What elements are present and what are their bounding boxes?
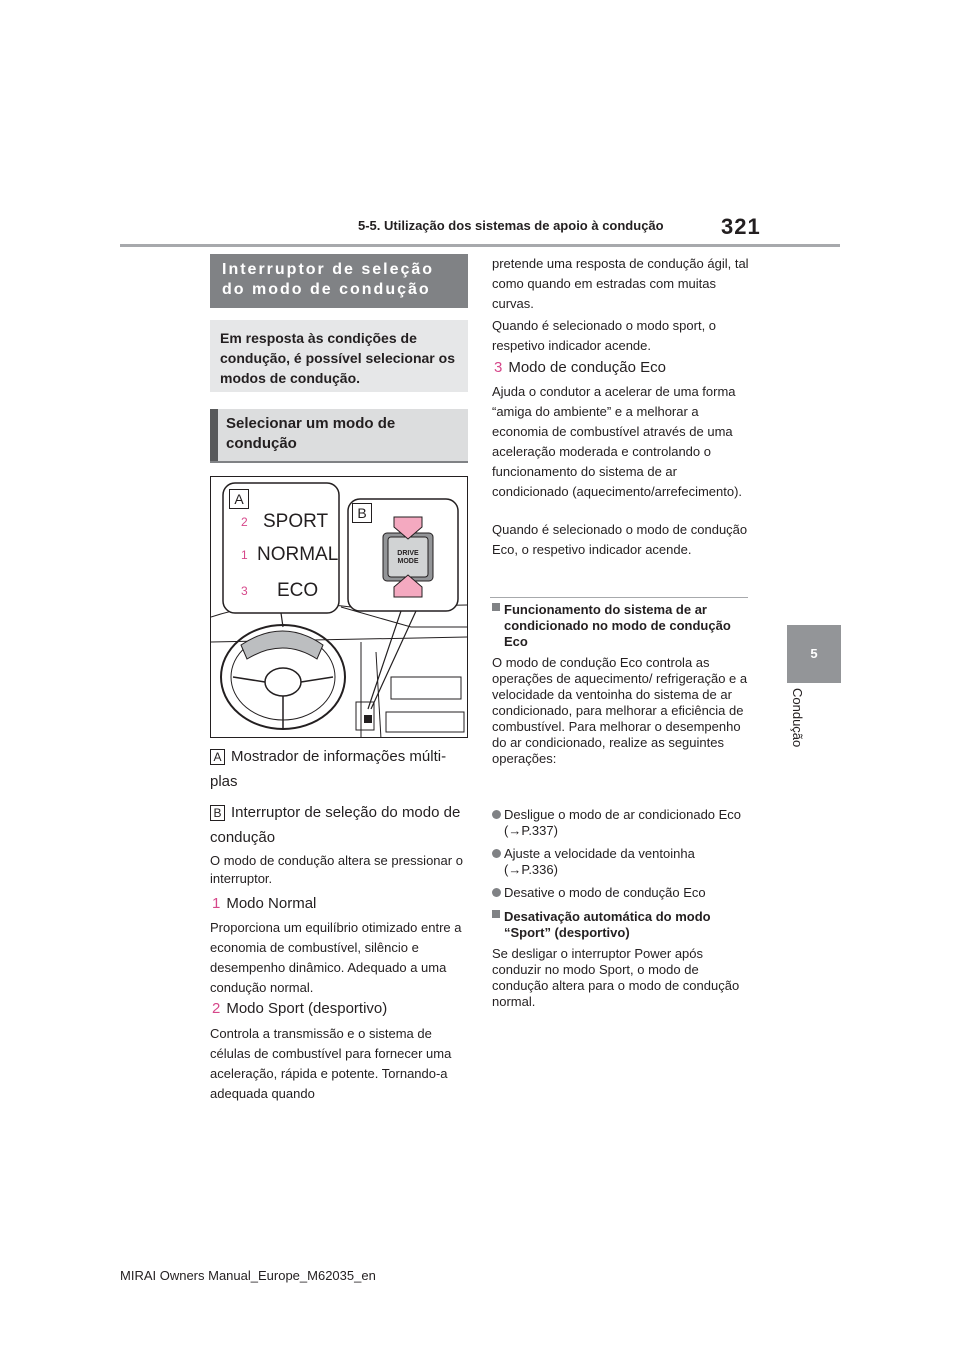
chapter-tab: 5 xyxy=(787,625,841,683)
legend-b-text: Interruptor de seleção do modo de condução xyxy=(210,804,461,846)
square-bullet-icon xyxy=(492,910,500,918)
mode1-text: Proporciona um equilíbrio otimizado entre a economia de combustível, silêncio e desempenho dinâmico. Adequado a uma condução normal. xyxy=(210,920,462,995)
mode-sport-label: SPORT xyxy=(263,511,329,532)
callout-a-label: A xyxy=(229,489,249,509)
mode2-text: Controla a transmissão e o sistema de células de combustível para fornecer uma aceleração, rápida e potente. Tornando-a adequada quando xyxy=(210,1026,452,1101)
sport-indicator-text: Quando é selecionado o modo sport, o respetivo indicador acende. xyxy=(492,318,717,353)
chapter-label: Condução xyxy=(790,688,805,748)
ac-eco-heading-text: Funcionamento do sistema de ar condicionado no modo de condução Eco xyxy=(504,602,731,649)
sport-auto-heading-text: Desativação automática do modo “Sport” (desportivo) xyxy=(504,909,711,940)
mode3-text: Ajuda o condutor a acelerar de uma forma “amiga do ambiente” e a melhorar a economia de combustível através de uma aceleração moderada e controlando o funcionamento do sistema de ar condicionado (aquecimento/arrefecimento). xyxy=(492,384,743,499)
bullet-3-text: Desative o modo de condução Eco xyxy=(504,885,706,900)
drive-mode-button-text: DRIVE MODE xyxy=(397,550,419,565)
mode-eco-label: ECO xyxy=(277,580,319,601)
footer-text: MIRAI Owners Manual_Europe_M62035_en xyxy=(120,1268,376,1283)
bullet-2 xyxy=(492,846,750,878)
legend-b xyxy=(210,800,472,850)
ac-eco-heading xyxy=(492,602,750,650)
callout-b-label: B xyxy=(352,503,372,523)
mode2-title: Modo Sport (desportivo) xyxy=(226,1000,388,1017)
legend-b-label: B xyxy=(210,805,225,821)
legend-a xyxy=(210,744,472,794)
mode3-heading xyxy=(494,357,752,379)
mode1-heading xyxy=(212,893,467,915)
mode-num-sport: 2 xyxy=(241,515,248,529)
legend-a-text: Mostrador de informações múlti-plas xyxy=(210,748,447,790)
sport-auto-heading xyxy=(492,909,750,941)
page-number: 321 xyxy=(721,214,761,239)
mode2-text-continued: pretende uma resposta de condução ágil, tal como quando em estradas com muitas curvas. xyxy=(492,256,749,311)
dashboard-illustration xyxy=(210,476,468,738)
subheading-rule xyxy=(210,461,468,463)
square-bullet-icon xyxy=(492,603,500,611)
subheading: Selecionar um modo de condução xyxy=(210,409,468,461)
topic-title: Interruptor de seleção do modo de condução xyxy=(210,254,468,308)
bullet-3 xyxy=(492,885,750,901)
bullet-1 xyxy=(492,807,750,839)
mode1-number: 1 xyxy=(212,895,221,912)
eco-indicator-text: Quando é selecionado o modo de condução Eco, o respetivo indicador acende. xyxy=(492,522,748,557)
ac-eco-text: O modo de condução Eco controla as operações de aquecimento/ refrigeração e a velocidade da ventoinha do sistema de ar condicionado, para melhorar a eficiência de combustível. Para melhorar o desempenho do ar condicionado, realize as seguintes operações: xyxy=(492,655,748,766)
bullet-icon xyxy=(492,888,501,897)
mode-normal-label: NORMAL xyxy=(257,544,339,565)
header-rule xyxy=(120,244,840,247)
legend-a-label: A xyxy=(210,749,225,765)
bullet-2-text: Ajuste a velocidade da ventoinha (→P.336) xyxy=(504,846,695,877)
mode1-title: Modo Normal xyxy=(226,895,317,912)
mode2-heading xyxy=(212,998,467,1020)
intro-box: Em resposta às condições de condução, é possível selecionar os modos de condução. xyxy=(210,320,468,392)
bullet-1-text: Desligue o modo de ar condicionado Eco (→P.337) xyxy=(504,807,742,838)
mode3-title: Modo de condução Eco xyxy=(508,359,666,376)
section-divider xyxy=(490,597,748,598)
mode3-number: 3 xyxy=(494,359,503,376)
mode-num-eco: 3 xyxy=(241,584,248,598)
switch-description: O modo de condução altera se pressionar o interruptor. xyxy=(210,853,463,886)
dashboard-drawing xyxy=(211,477,468,738)
sport-auto-text: Se desligar o interruptor Power após conduzir no modo Sport, o modo de condução altera para o modo de condução normal. xyxy=(492,946,740,1009)
bullet-icon xyxy=(492,849,501,858)
mode-num-normal: 1 xyxy=(241,548,248,562)
section-title: 5-5. Utilização dos sistemas de apoio à condução xyxy=(358,218,664,233)
mode2-number: 2 xyxy=(212,1000,221,1017)
bullet-icon xyxy=(492,810,501,819)
